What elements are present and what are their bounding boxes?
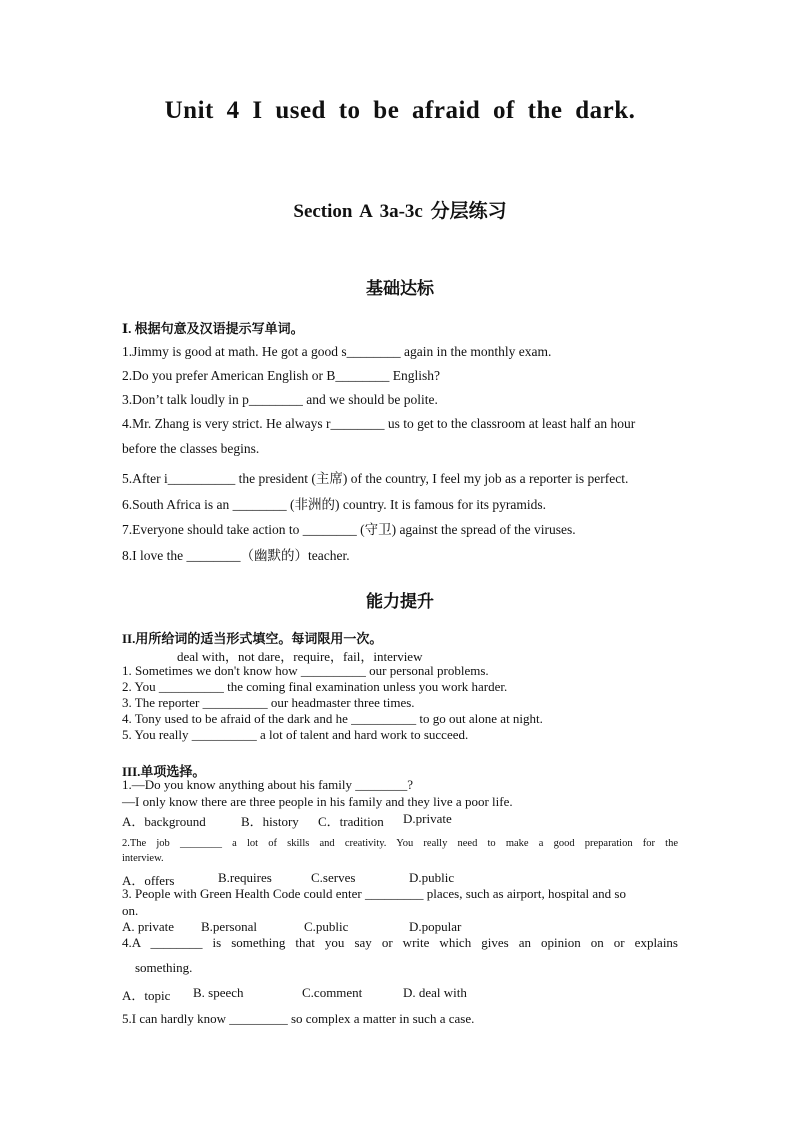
part3-heading: III.单项选择。 bbox=[122, 764, 206, 779]
section-subtitle: Section A 3a-3c 分层练习 bbox=[293, 201, 507, 222]
part3-q1-option-c: C．tradition bbox=[318, 814, 384, 829]
part3-q1-line1: 1.—Do you know anything about his family ________? bbox=[122, 777, 414, 792]
part3-q4-line1: 4.A ________ is something that you say or write which gives an opinion on or explains bbox=[122, 935, 678, 950]
part3-q3-option-c: C.public bbox=[304, 919, 349, 934]
part3-q5-line1: 5.I can hardly know _________ so complex a matter in such a case. bbox=[122, 1011, 475, 1026]
part1-item-4: 4.Mr. Zhang is very strict. He always r________ us to get to the classroom at least half an hour bbox=[122, 416, 636, 431]
part2-heading: II.用所给词的适当形式填空。每词限用一次。 bbox=[122, 631, 383, 646]
part3-q2-option-c: C.serves bbox=[311, 870, 356, 885]
part2-item-4: 4. Tony used to be afraid of the dark and he __________ to go out alone at night. bbox=[122, 711, 543, 726]
part1-item-2: 2.Do you prefer American English or B________ English? bbox=[122, 368, 440, 383]
part2-word-box: deal with，not dare，require，fail，interview bbox=[177, 649, 423, 664]
part1-heading: Ⅰ. 根据句意及汉语提示写单词。 bbox=[122, 321, 304, 336]
part1-item-6: 6.South Africa is an ________ (非洲的) country. It is famous for its pyramids. bbox=[122, 497, 546, 512]
part1-item-1: 1.Jimmy is good at math. He got a good s________ again in the monthly exam. bbox=[122, 344, 552, 359]
part2-item-1: 1. Sometimes we don't know how __________ our personal problems. bbox=[122, 663, 489, 678]
part1-item-8: 8.I love the ________（幽默的）teacher. bbox=[122, 548, 350, 563]
section-heading-basic: 基础达标 bbox=[366, 279, 434, 298]
part2-item-3: 3. The reporter __________ our headmaster three times. bbox=[122, 695, 415, 710]
part3-q4-line2: something. bbox=[135, 960, 193, 975]
part1-item-4-cont: before the classes begins. bbox=[122, 441, 260, 456]
part3-q4-option-a: A．topic bbox=[122, 988, 171, 1003]
part3-q1-line2: —I only know there are three people in his family and they live a poor life. bbox=[122, 794, 513, 809]
section-heading-advance: 能力提升 bbox=[366, 592, 434, 611]
part1-item-7: 7.Everyone should take action to ________ (守卫) against the spread of the viruses. bbox=[122, 522, 576, 537]
part1-item-3: 3.Don’t talk loudly in p________ and we should be polite. bbox=[122, 392, 438, 407]
part3-q2-option-d: D.public bbox=[409, 870, 455, 885]
page-title: Unit 4 I used to be afraid of the dark. bbox=[164, 97, 636, 124]
part2-item-2: 2. You __________ the coming final examination unless you work harder. bbox=[122, 679, 508, 694]
part3-q4-option-d: D. deal with bbox=[403, 985, 467, 1000]
part3-q3-option-b: B.personal bbox=[201, 919, 257, 934]
part3-q3-line2: on. bbox=[122, 903, 139, 918]
part3-q4-option-c: C.comment bbox=[302, 985, 363, 1000]
part3-q2-line1: 2.The job ________ a lot of skills and creativity. You really need to make a good preparation for the bbox=[122, 838, 678, 849]
part1-item-5: 5.After i__________ the president (主席) of the country, I feel my job as a reporter is perfect. bbox=[122, 471, 629, 486]
part3-q2-option-a: A．offers bbox=[122, 873, 175, 888]
part3-q3-option-d: D.popular bbox=[409, 919, 462, 934]
part3-q1-option-b: B．history bbox=[241, 814, 299, 829]
part3-q3-line1: 3. People with Green Health Code could enter _________ places, such as airport, hospital and so bbox=[122, 886, 626, 901]
part3-q3-option-a: A. private bbox=[122, 919, 174, 934]
part3-q4-option-b: B. speech bbox=[193, 985, 244, 1000]
part2-item-5: 5. You really __________ a lot of talent and hard work to succeed. bbox=[122, 727, 469, 742]
part3-q1-option-a: A．background bbox=[122, 814, 206, 829]
part3-q2-option-b: B.requires bbox=[218, 870, 272, 885]
part3-q1-option-d: D.private bbox=[403, 811, 452, 826]
part3-q2-line2: interview. bbox=[122, 853, 164, 864]
